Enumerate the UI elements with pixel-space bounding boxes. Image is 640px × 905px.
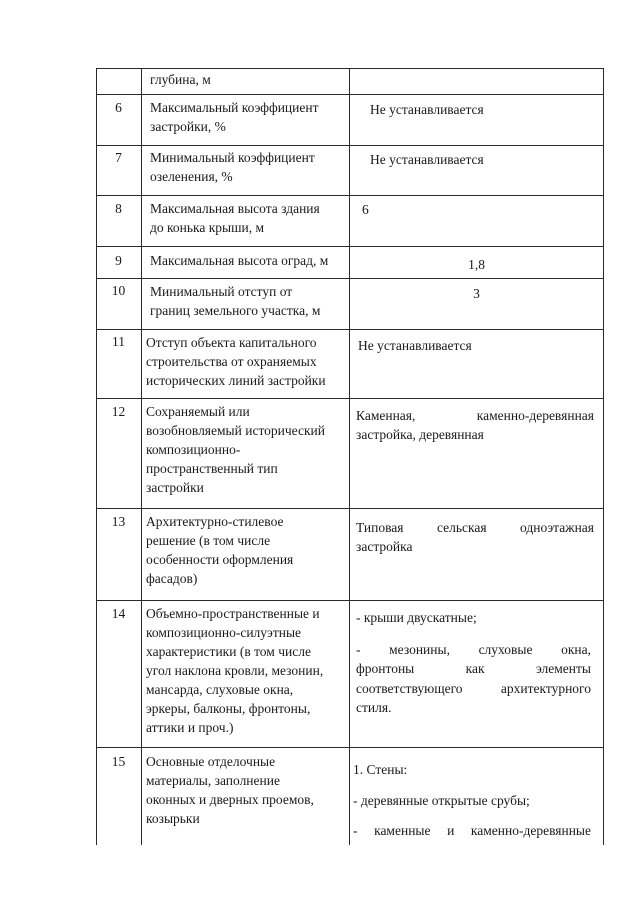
value-cell xyxy=(350,255,603,274)
value-line: - мезонины, слуховые окна, xyxy=(356,641,591,657)
param-cell xyxy=(150,251,349,270)
param-line: пространственный тип xyxy=(146,461,278,476)
value-cell xyxy=(370,100,600,119)
param-cell xyxy=(150,199,347,237)
value-cell xyxy=(362,200,592,219)
param-line: угол наклона кровли, мезонин, xyxy=(146,663,324,678)
value-line: - каменные и каменно-деревянные xyxy=(353,823,591,838)
value-cell xyxy=(356,406,594,444)
value-line: 3 xyxy=(473,286,480,301)
param-line: возобновляемый исторический xyxy=(146,423,326,438)
param-line: решение (в том числе xyxy=(146,533,271,548)
row-number: 11 xyxy=(112,334,125,349)
param-line: материалы, заполнение xyxy=(146,773,280,788)
value-line: стиля. xyxy=(356,700,392,715)
param-line: аттики и проч.) xyxy=(146,720,234,735)
value-line: Каменная, каменно-деревянная xyxy=(356,408,594,423)
value-line: соответствующего архитектурного xyxy=(356,680,591,696)
param-cell xyxy=(146,402,349,497)
param-line: композиционно-силуэтные xyxy=(146,625,302,640)
param-line: особенности оформления xyxy=(146,552,294,567)
row-number: 14 xyxy=(111,606,126,621)
param-line: мансарда, слуховые окна, xyxy=(146,682,294,697)
param-line: композиционно- xyxy=(146,442,241,457)
row-number: 15 xyxy=(111,754,126,769)
param-line: Архитектурно-стилевое xyxy=(146,514,284,529)
param-cell xyxy=(146,752,349,828)
param-line: застройки xyxy=(146,480,204,495)
row-divider xyxy=(96,398,604,399)
param-line: оконных и дверных проемов, xyxy=(146,792,314,807)
table-border-right xyxy=(603,68,604,845)
param-line: Сохраняемый или xyxy=(146,404,250,419)
value-cell xyxy=(370,150,600,169)
row-divider xyxy=(96,508,604,509)
param-cell xyxy=(150,98,347,136)
value-line: 6 xyxy=(362,202,369,217)
row-number: 9 xyxy=(115,253,122,268)
table-border-left xyxy=(96,68,97,845)
value-line: 1. Стены: xyxy=(353,762,408,777)
row-number: 6 xyxy=(115,100,122,115)
param-cell xyxy=(146,512,349,588)
param-line: Минимальный отступ от xyxy=(150,284,293,299)
value-line: Не устанавливается xyxy=(370,152,484,167)
param-line: застройки, % xyxy=(150,119,226,134)
row-number: 10 xyxy=(111,283,126,298)
param-line: исторических линий застройки xyxy=(146,373,326,388)
row-number: 13 xyxy=(111,514,126,529)
value-line: Типовая сельская одноэтажная xyxy=(356,520,594,535)
value-cell xyxy=(353,760,591,840)
param-line: Отступ объекта капитального xyxy=(146,335,317,350)
value-line: - деревянные открытые срубы; xyxy=(353,793,530,808)
row-divider xyxy=(96,94,604,95)
value-cell xyxy=(358,336,598,355)
table-column-divider-2 xyxy=(349,68,350,845)
param-line: строительства от охраняемых xyxy=(146,354,317,369)
param-line: озеленения, % xyxy=(150,169,233,184)
value-cell xyxy=(356,518,594,556)
param-line: козырьки xyxy=(146,811,200,826)
row-number: 8 xyxy=(115,201,122,216)
row-divider xyxy=(96,600,604,601)
param-line: эркеры, балконы, фронтоны, xyxy=(146,701,311,716)
value-line: - крыши двускатные; xyxy=(356,610,477,625)
value-cell xyxy=(356,608,591,718)
row-divider xyxy=(96,329,604,330)
row-divider xyxy=(96,278,604,279)
param-cell xyxy=(150,282,349,320)
value-line: 1,8 xyxy=(468,257,485,272)
value-line: застройка xyxy=(356,539,413,554)
table-border-top xyxy=(96,68,604,69)
value-line: фронтоны как элементы xyxy=(356,661,591,676)
param-line: Максимальная высота здания xyxy=(150,201,320,216)
param-cell xyxy=(150,70,345,89)
param-line: характеристики (в том числе xyxy=(146,644,311,659)
param-cell xyxy=(150,148,347,186)
row-number: 7 xyxy=(115,150,122,165)
value-line: Не устанавливается xyxy=(358,338,472,353)
param-line: Объемно-пространственные и xyxy=(146,606,320,621)
param-line: Максимальная высота оград, м xyxy=(150,253,329,268)
row-number: 12 xyxy=(111,404,126,419)
param-cell xyxy=(146,333,349,390)
param-line: фасадов) xyxy=(146,571,198,586)
param-line: до конька крыши, м xyxy=(150,220,265,235)
row-divider xyxy=(96,747,604,748)
param-line: глубина, м xyxy=(150,72,211,87)
row-divider xyxy=(96,145,604,146)
param-line: Основные отделочные xyxy=(146,754,276,769)
param-cell xyxy=(146,604,349,737)
value-line: застройка, деревянная xyxy=(356,427,484,442)
row-divider xyxy=(96,195,604,196)
value-line: Не устанавливается xyxy=(370,102,484,117)
table-column-divider-1 xyxy=(141,68,142,845)
value-cell xyxy=(350,284,603,303)
param-line: границ земельного участка, м xyxy=(150,303,321,318)
param-line: Минимальный коэффициент xyxy=(150,150,315,165)
row-divider xyxy=(96,246,604,247)
param-line: Максимальный коэффициент xyxy=(150,100,319,115)
